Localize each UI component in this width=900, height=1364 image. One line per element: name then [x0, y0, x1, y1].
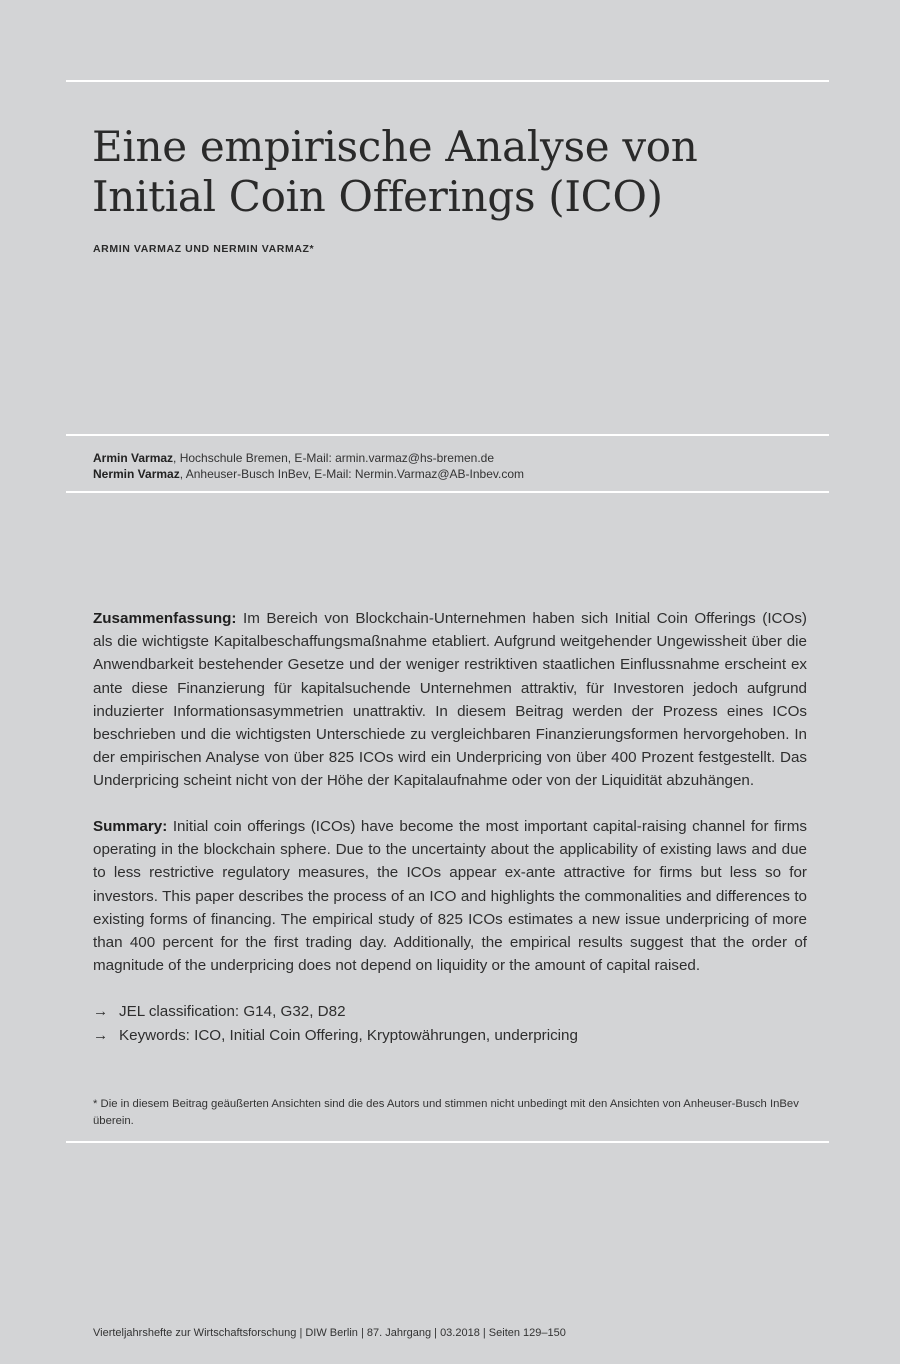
abstract-english	[93, 815, 807, 977]
abstract-english-heading: Summary:	[93, 818, 168, 835]
paper-title	[92, 122, 812, 222]
abstract-german-heading: Zusammenfassung:	[93, 610, 237, 627]
arrow-right-icon: →	[93, 1003, 109, 1020]
affiliation-2-name: Nermin Varmaz	[93, 467, 180, 481]
top-divider	[66, 80, 829, 82]
affiliation-2	[93, 466, 524, 482]
jel-row	[93, 1000, 578, 1024]
author-line: ARMIN VARMAZ UND NERMIN VARMAZ*	[93, 243, 315, 255]
abstract-german	[93, 607, 807, 793]
affiliation-1-name: Armin Varmaz	[93, 451, 174, 465]
title-line-1: Eine empirische Analyse von	[92, 122, 698, 171]
keywords-row	[93, 1024, 578, 1048]
affiliation-1-detail: , Hochschule Bremen, E-Mail: armin.varmaz@hs-bremen.de	[173, 451, 495, 465]
affiliation-1	[93, 450, 524, 466]
jel-classification: JEL classification: G14, G32, D82	[119, 1003, 346, 1020]
footnote: * Die in diesem Beitrag geäußerten Ansichten sind die des Autors und stimmen nicht unbedingt mit den Ansichten von Anheuser-Busch InBev überein.	[93, 1098, 799, 1127]
affiliations	[93, 450, 524, 482]
abstract-english-text: Initial coin offerings (ICOs) have become the most important capital-raising channel for firms operating in the blockchain sphere. Due to the uncertainty about the applicability of existing laws and due to less restrictive regulatory measures, the ICOs appear ex-ante attractive for firms but less so for investors. This paper describes the process of an ICO and highlights the commonalities and differences to existing forms of financing. The empirical study of 825 ICOs estimates a new issue underpricing of more than 400 percent for the first trading day. Additionally, the empirical results suggest that the order of magnitude of the underpricing does not depend on liquidity or the amount of capital raised.	[93, 818, 807, 975]
abstract-german-text: Im Bereich von Blockchain-Unternehmen haben sich Initial Coin Offerings (ICOs) als die wichtigste Kapitalbeschaffungsmaßnahme etabliert. Aufgrund weitgehender Ungewissheit über die Anwendbarkeit bestehender Gesetze und der weniger restriktiven staatlichen Einflussnahme erscheint ex ante diese Finanzierung für kapitalsuchende Unternehmen attraktiv, für Investoren jedoch aufgrund induzierter Informationsasymmetrien unattraktiv. In diesem Beitrag werden der Prozess eines ICOs beschrieben und die wichtigsten Unterschiede zu vergleichbaren Finanzierungsformen hervorgehoben. In der empirischen Analyse von über 825 ICOs wird ein Underpricing von über 400 Prozent festgestellt. Das Underpricing scheint nicht von der Höhe der Kapitalaufnahme oder von der Liquidität abzuhängen.	[93, 610, 807, 790]
footnote-divider	[66, 1141, 829, 1143]
classification-block	[93, 1000, 578, 1047]
affiliation-2-detail: , Anheuser-Busch InBev, E-Mail: Nermin.Varmaz@AB-Inbev.com	[179, 467, 525, 481]
affiliation-top-divider	[66, 434, 829, 436]
journal-footer: Vierteljahrshefte zur Wirtschaftsforschung | DIW Berlin | 87. Jahrgang | 03.2018 | Seiten 129–150	[93, 1327, 566, 1339]
arrow-right-icon: →	[93, 1026, 109, 1044]
keywords: Keywords: ICO, Initial Coin Offering, Kryptowährungen, underpricing	[119, 1026, 578, 1044]
title-line-2: Initial Coin Offerings (ICO)	[92, 172, 663, 221]
affiliation-bottom-divider	[66, 491, 829, 493]
